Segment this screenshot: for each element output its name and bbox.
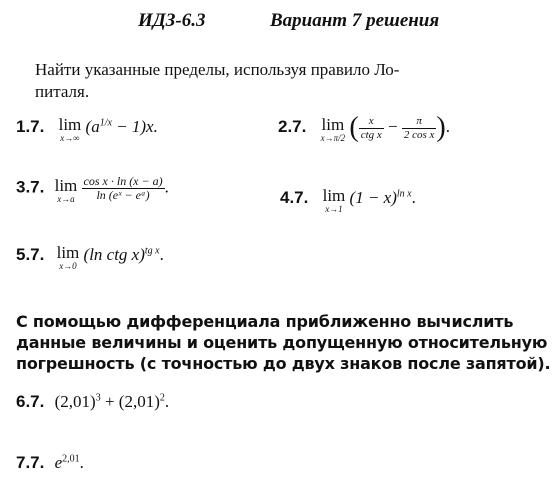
problem-2-7: 2.7. lim x→π/2 ( $\frac{x}{\text{ctg x}}$ − $\frac{\pi}{\text{2 cos x}}$ ).	[278, 112, 450, 143]
limit-operator: lim x→∞	[58, 115, 82, 143]
assignment-title: ИДЗ-6.3	[138, 10, 206, 31]
variant-title: Вариант 7 решения	[270, 10, 440, 31]
intro-line-1: Найти указанные пределы, используя правило Ло-	[35, 60, 400, 79]
task-number: 7.7.	[16, 453, 45, 472]
limit-operator: lim x→0	[56, 243, 80, 271]
problem-number: 3.7.	[16, 177, 45, 197]
problem-5-7: 5.7. lim x→0 (ln ctg x)$^{tg x}$.	[16, 243, 164, 271]
task-6-7: 6.7. $(2,01)^3 + (2,01)^2$.	[16, 392, 170, 411]
problem-1-7: 1.7. lim x→∞ $(a^{1/x} - 1)x$.	[16, 115, 158, 143]
problem-number: 4.7.	[280, 188, 309, 207]
problem-number: 1.7.	[16, 117, 45, 136]
task-number: 6.7.	[16, 392, 45, 411]
limit-operator: lim x→π/2	[320, 115, 346, 143]
section-2-line-1: С помощью дифференциала приближенно вычислить	[16, 312, 514, 331]
section-2-line-3: погрешность (с точностью до двух знаков после запятой).	[16, 354, 551, 373]
problem-4-7: 4.7. lim x→1 $(1 - x)^{ln x}$.	[280, 186, 416, 214]
problem-number: 5.7.	[16, 245, 45, 264]
task-7-7: 7.7. $e^{2,01}$.	[16, 453, 84, 472]
limit-operator: lim x→a	[54, 176, 78, 204]
problem-3-7: 3.7. lim x→a $\frac{\text{cos x · ln (x − a)}}{\text{ln (eˣ − eᵃ)}}$ .	[16, 174, 169, 204]
limit-operator: lim x→1	[322, 186, 346, 214]
intro-line-2: питаля.	[35, 82, 90, 101]
section-2-line-2: данные величины и оценить допущенную относительную	[16, 333, 548, 352]
problem-number: 2.7.	[278, 116, 307, 136]
